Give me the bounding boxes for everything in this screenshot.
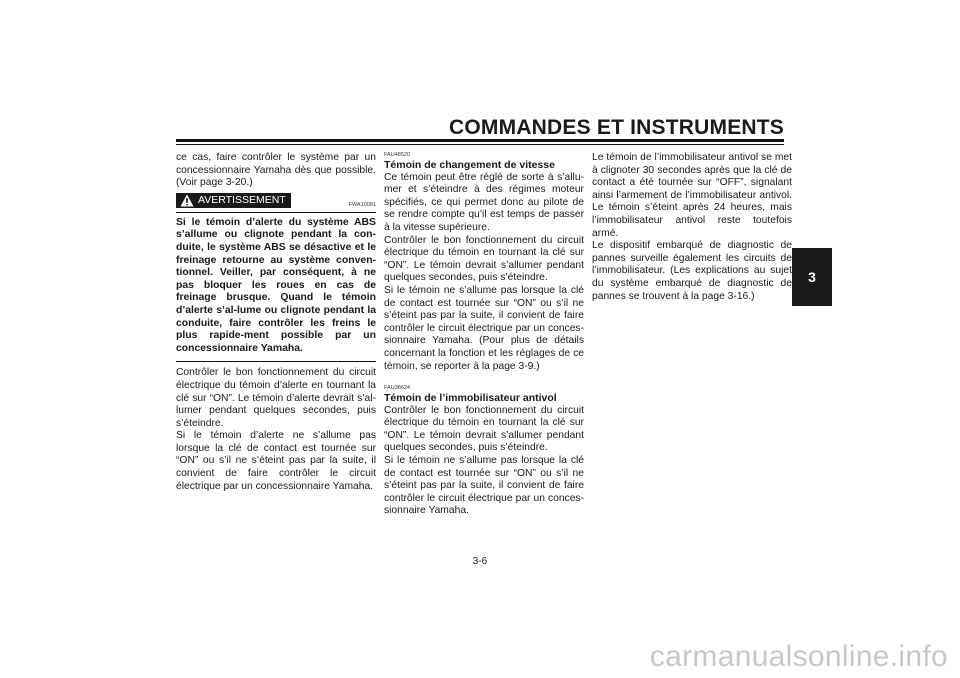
warning-code: FWA10081 (348, 201, 376, 208)
page-number: 3-6 (472, 556, 488, 567)
section-heading: Témoin de l’immobilisateur antivol (384, 392, 557, 405)
paragraph: Si le témoin ne s’allume pas lorsque la clé de contact est tournée sur “ON” ou s’il ne s’éteint pas par la suite, il convient de faire contrôler le circuit électrique par un conces-sionnaire Yamaha. (384, 455, 584, 517)
header-rule-thin (176, 144, 784, 145)
column-3 (592, 152, 792, 303)
warning-label: AVERTISSEMENT (198, 193, 286, 206)
header-rule (176, 139, 784, 142)
intro-paragraph: ce cas, faire contrôler le système par un concessionnaire Yamaha dès que possible. (Voir page 3-20.) (176, 152, 376, 189)
column-2 (384, 152, 584, 518)
column-1 (176, 152, 376, 493)
chapter-tab: 3 (792, 248, 832, 306)
section-code: FAU38624 (384, 385, 410, 392)
warning-text: Si le témoin d’alerte du système ABS s’allume ou clignote pendant la con-duite, le système ABS se désactive et le freinage retourne au système conven-tionnel. Veiller, par conséquent, à ne pas bloquer les roues en cas de freinage brusque. Quand le témoin d’alerte s’al-lume ou clignote pendant la conduite, faire contrôler les freins le plus rapide-ment possible par un concessionnaire Yamaha. (176, 216, 376, 354)
section-heading: Témoin de changement de vitesse (384, 159, 555, 171)
warning-badge (176, 193, 291, 208)
paragraph: Le dispositif embarqué de diagnostic de pannes surveille également les circuits de l’immobilisateur. (Les explications au sujet du système embarqué de diagnostic de pannes se trouvent à la page 3-16.) (592, 240, 792, 302)
section-code: FAU48520 (384, 152, 410, 158)
paragraph: Contrôler le bon fonctionnement du circuit électrique du témoin en tournant la clé sur “ON”. Le témoin devrait s’allumer pendant quelques secondes, puis s’éteindre. (384, 234, 584, 284)
paragraph: Contrôler le bon fonctionnement du circuit électrique du témoin d’alerte en tournant la clé sur “ON”. Le témoin d’alerte devrait s’al-lumer pendant quelques secondes, puis s’éteindre. (176, 367, 376, 429)
warning-icon (180, 194, 194, 207)
paragraph: Si le témoin d’alerte ne s’allume pas lorsque la clé de contact est tournée sur “ON” ou s’il ne s’éteint pas par la suite, il convient de faire contrôler le circuit électrique par un concessionnaire Yamaha. (176, 430, 376, 492)
page-title: COMMANDES ET INSTRUMENTS (449, 116, 784, 139)
warning-header (176, 193, 376, 210)
watermark: carmanualsonline.info (649, 640, 948, 673)
paragraph: Contrôler le bon fonctionnement du circuit électrique du témoin en tournant la clé sur “ON”. Le témoin devrait s’allumer pendant quelques secondes, puis s’éteindre. (384, 404, 584, 454)
warning-body (176, 212, 376, 363)
paragraph: Ce témoin peut être réglé de sorte à s’allu-mer et s’éteindre à des régimes moteur spécifiés, ce qui permet donc au pilote de se rendre compte qu’il est temps de passer à la vitesse supérieure. (384, 171, 584, 233)
paragraph: Le témoin de l’immobilisateur antivol se met à clignoter 30 secondes après que la clé de contact a été tournée sur “OFF”, signalant ainsi l’armement de l’immobilisateur antivol. Le témoin s’éteint après 24 heures, mais l’immobilisateur antivol reste toutefois armé. (592, 152, 792, 239)
paragraph: Si le témoin ne s’allume pas lorsque la clé de contact est tournée sur “ON” ou s’il ne s’éteint pas par la suite, il convient de faire contrôler le circuit électrique par un conces-sionnaire Yamaha. (Pour plus de détails concernant la fonction et les réglages de ce témoin, se reporter à la page 3-9.) (384, 284, 584, 372)
